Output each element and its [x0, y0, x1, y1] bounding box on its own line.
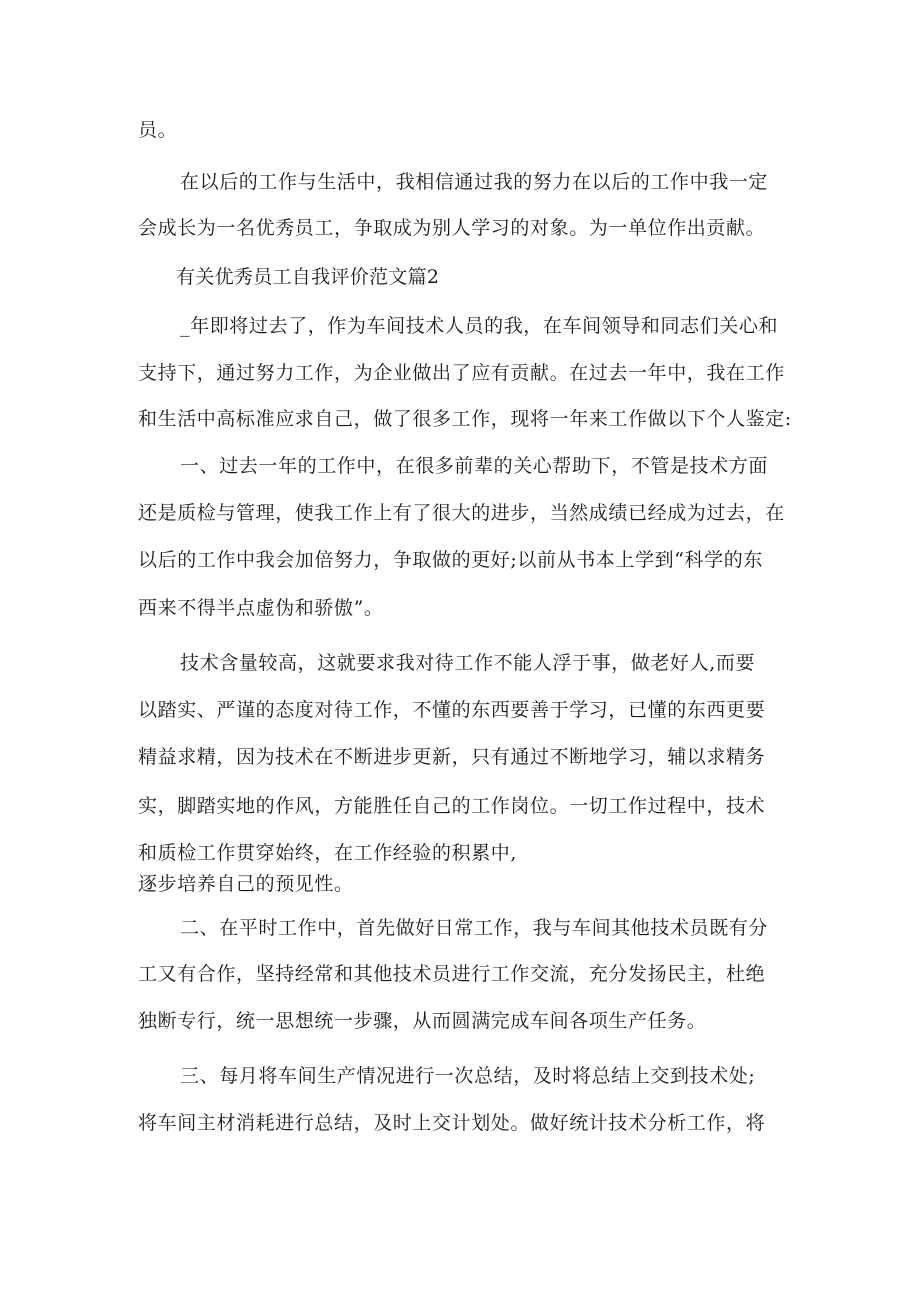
text-line: 以踏实、严谨的态度对待工作，不懂的东西要善于学习，已懂的东西更要 [138, 699, 766, 721]
text-line: 会成长为一名优秀员工，争取成为别人学习的对象。为一单位作出贡献。 [138, 217, 766, 239]
section-heading: 有关优秀员工自我评价范文篇2 [176, 266, 440, 288]
text-line: 独断专行，统一思想统一步骤，从而圆满完成车间各项生产任务。 [138, 1010, 707, 1032]
text-line: 和质检工作贯穿始终，在工作经验的积累中, [138, 842, 518, 864]
text-line: 在以后的工作与生活中，我相信通过我的努力在以后的工作中我一定 [180, 171, 769, 193]
text-line: 逐步培养自己的预见性。 [138, 873, 354, 895]
text-line: 二、在平时工作中，首先做好日常工作，我与车间其他技术员既有分 [180, 917, 769, 939]
text-line: 一、过去一年的工作中，在很多前辈的关心帮助下，不管是技术方面 [180, 455, 769, 477]
text-line: 西来不得半点虚伪和骄傲”。 [138, 597, 384, 619]
text-line: 三、每月将车间生产情况进行一次总结，及时将总结上交到技术处; [180, 1065, 756, 1087]
text-line: 精益求精，因为技术在不断进步更新，只有通过不断地学习，辅以求精务 [138, 746, 766, 768]
text-line: 技术含量较高，这就要求我对待工作不能人浮于事，做老好人,而要 [180, 652, 756, 674]
text-line: 工又有合作，坚持经常和其他技术员进行工作交流，充分发扬民主，杜绝 [138, 963, 766, 985]
text-line: 还是质检与管理，使我工作上有了很大的进步，当然成绩已经成为过去，在 [138, 502, 785, 524]
text-line: 以后的工作中我会加倍努力，争取做的更好;以前从书本上学到“科学的东 [138, 549, 763, 571]
text-line: 员。 [138, 119, 178, 141]
text-line: 将车间主材消耗进行总结，及时上交计划处。做好统计技术分析工作，将 [138, 1112, 766, 1134]
text-line: 支持下，通过努力工作，为企业做出了应有贡献。在过去一年中，我在工作 [138, 362, 785, 384]
text-line: 实，脚踏实地的作风，方能胜任自己的工作岗位。一切工作过程中，技术 [138, 795, 766, 817]
text-line: _年即将过去了，作为车间技术人员的我，在车间领导和同志们关心和 [180, 315, 779, 337]
text-line: 和生活中高标准应求自己，做了很多工作，现将一年来工作做以下个人鉴定: [138, 408, 792, 430]
